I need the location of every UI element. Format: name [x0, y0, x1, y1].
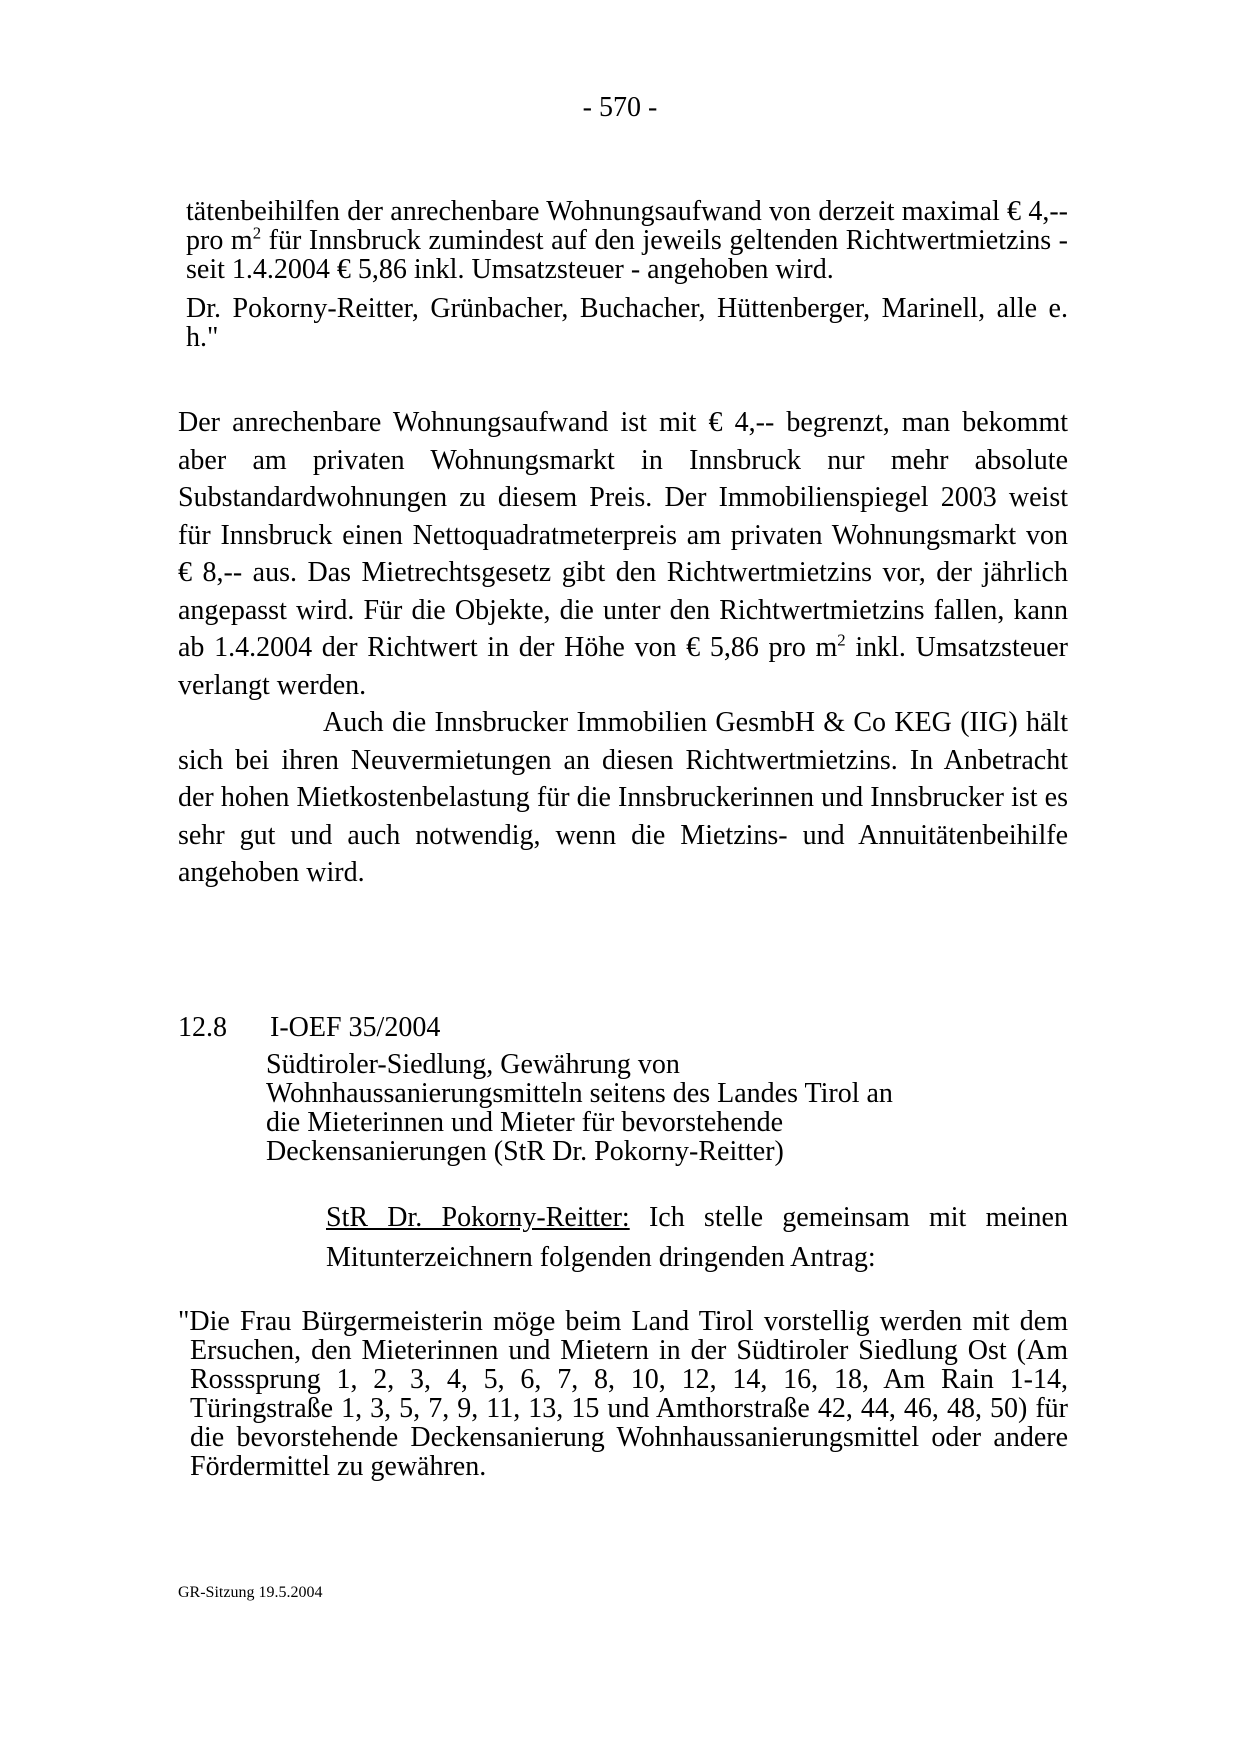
speech — [178, 1198, 1068, 1278]
item-code: I-OEF 35/2004 — [270, 1012, 441, 1043]
footer: GR-Sitzung 19.5.2004 — [178, 1584, 323, 1601]
quoted-motion — [178, 1307, 1068, 1481]
motion-request: "Die Frau Bürgermeisterin möge beim Land Tirol vorstellig werden mit dem Ersuchen, den Mieterinnen und Mietern in der Südtiroler Siedlung Ost (Am Rosssprung 1, 2, 3, 4, 5, 6, 7, 8, 10, 12, 14, 16, 18, Am Rain 1-14, Türingstraße 1, 3, 5, 7, 9, 11, 13, 15 und Amthorstraße 42, 44, 46, 48, 50) für die bevorstehende Deckensanierung Wohnhaussanierungsmittel oder andere Fördermittel zu gewähren. — [178, 1306, 1068, 1482]
paragraph-2: Auch die Innsbrucker Immobilien GesmbH & Co KEG (IIG) hält sich bei ihren Neuvermietungen an diesen Richtwertmietzins. In Anbetracht der hohen Mietkostenbelastung für die Innsbruckerinnen und Innsbrucker ist es sehr gut und auch notwendig, wenn die Mietzins- und Annuitätenbeihilfe angehoben wird. — [178, 707, 1068, 888]
page-number: - 570 - — [582, 92, 658, 123]
speech-content: Ich stelle gemeinsam mit meinen Mitunterzeichnern folgenden dringenden Antrag: — [326, 1202, 1068, 1273]
superscript: 2 — [252, 223, 262, 243]
item-subject-text: Südtiroler-Siedlung, Gewährung von Wohnhaussanierungsmitteln seitens des Landes Tirol an die Mieterinnen und Mieter für bevorstehende Deckensanierungen (StR Dr. Pokorny-Reitter) — [266, 1049, 893, 1167]
body-text — [178, 404, 1068, 892]
motion-text — [186, 197, 1068, 284]
motion-text-b: für Innsbruck zumindest auf den jeweils geltenden Richtwertmietzins - seit 1.4.2004 € 5,86 inkl. Umsatzsteuer - angehoben wird. — [186, 225, 1069, 285]
speech-text — [178, 1198, 1068, 1278]
item-subject — [266, 1050, 930, 1166]
signatures: Dr. Pokorny-Reitter, Grünbacher, Buchacher, Hüttenberger, Marinell, alle e. h." — [186, 293, 1068, 353]
motion-text-a: tätenbeihilfen der anrechenbare Wohnungsaufwand von derzeit maximal € 4,-- pro m — [186, 196, 1068, 256]
paragraph-1 — [178, 404, 1068, 704]
quoted-motion-end — [186, 197, 1068, 352]
paragraph-1-a: Der anrechenbare Wohnungsaufwand ist mit € 4,-- begrenzt, man bekommt aber am privaten Wohnungsmarkt in Innsbruck nur mehr absolute Substandardwohnungen zu diesem Preis. Der Immobilienspiegel 2003 weist für Innsbruck einen Nettoquadratmeterpreis am privaten Wohnungsmarkt von € 8,-- aus. Das Mietrechtsgesetz gibt den Richtwertmietzins vor, der jährlich angepasst wird. Für die Objekte, die unter den Richtwertmietzins fallen, kann ab 1.4.2004 der Richtwert in der Höhe von € 5,86 pro m — [178, 407, 1068, 663]
item-number: 12.8 — [178, 1012, 227, 1043]
speaker-name: StR Dr. Pokorny-Reitter: — [326, 1202, 630, 1233]
paragraph-1-b: inkl. Umsatzsteuer verlangt werden. — [178, 632, 1068, 701]
superscript: 2 — [837, 630, 846, 650]
